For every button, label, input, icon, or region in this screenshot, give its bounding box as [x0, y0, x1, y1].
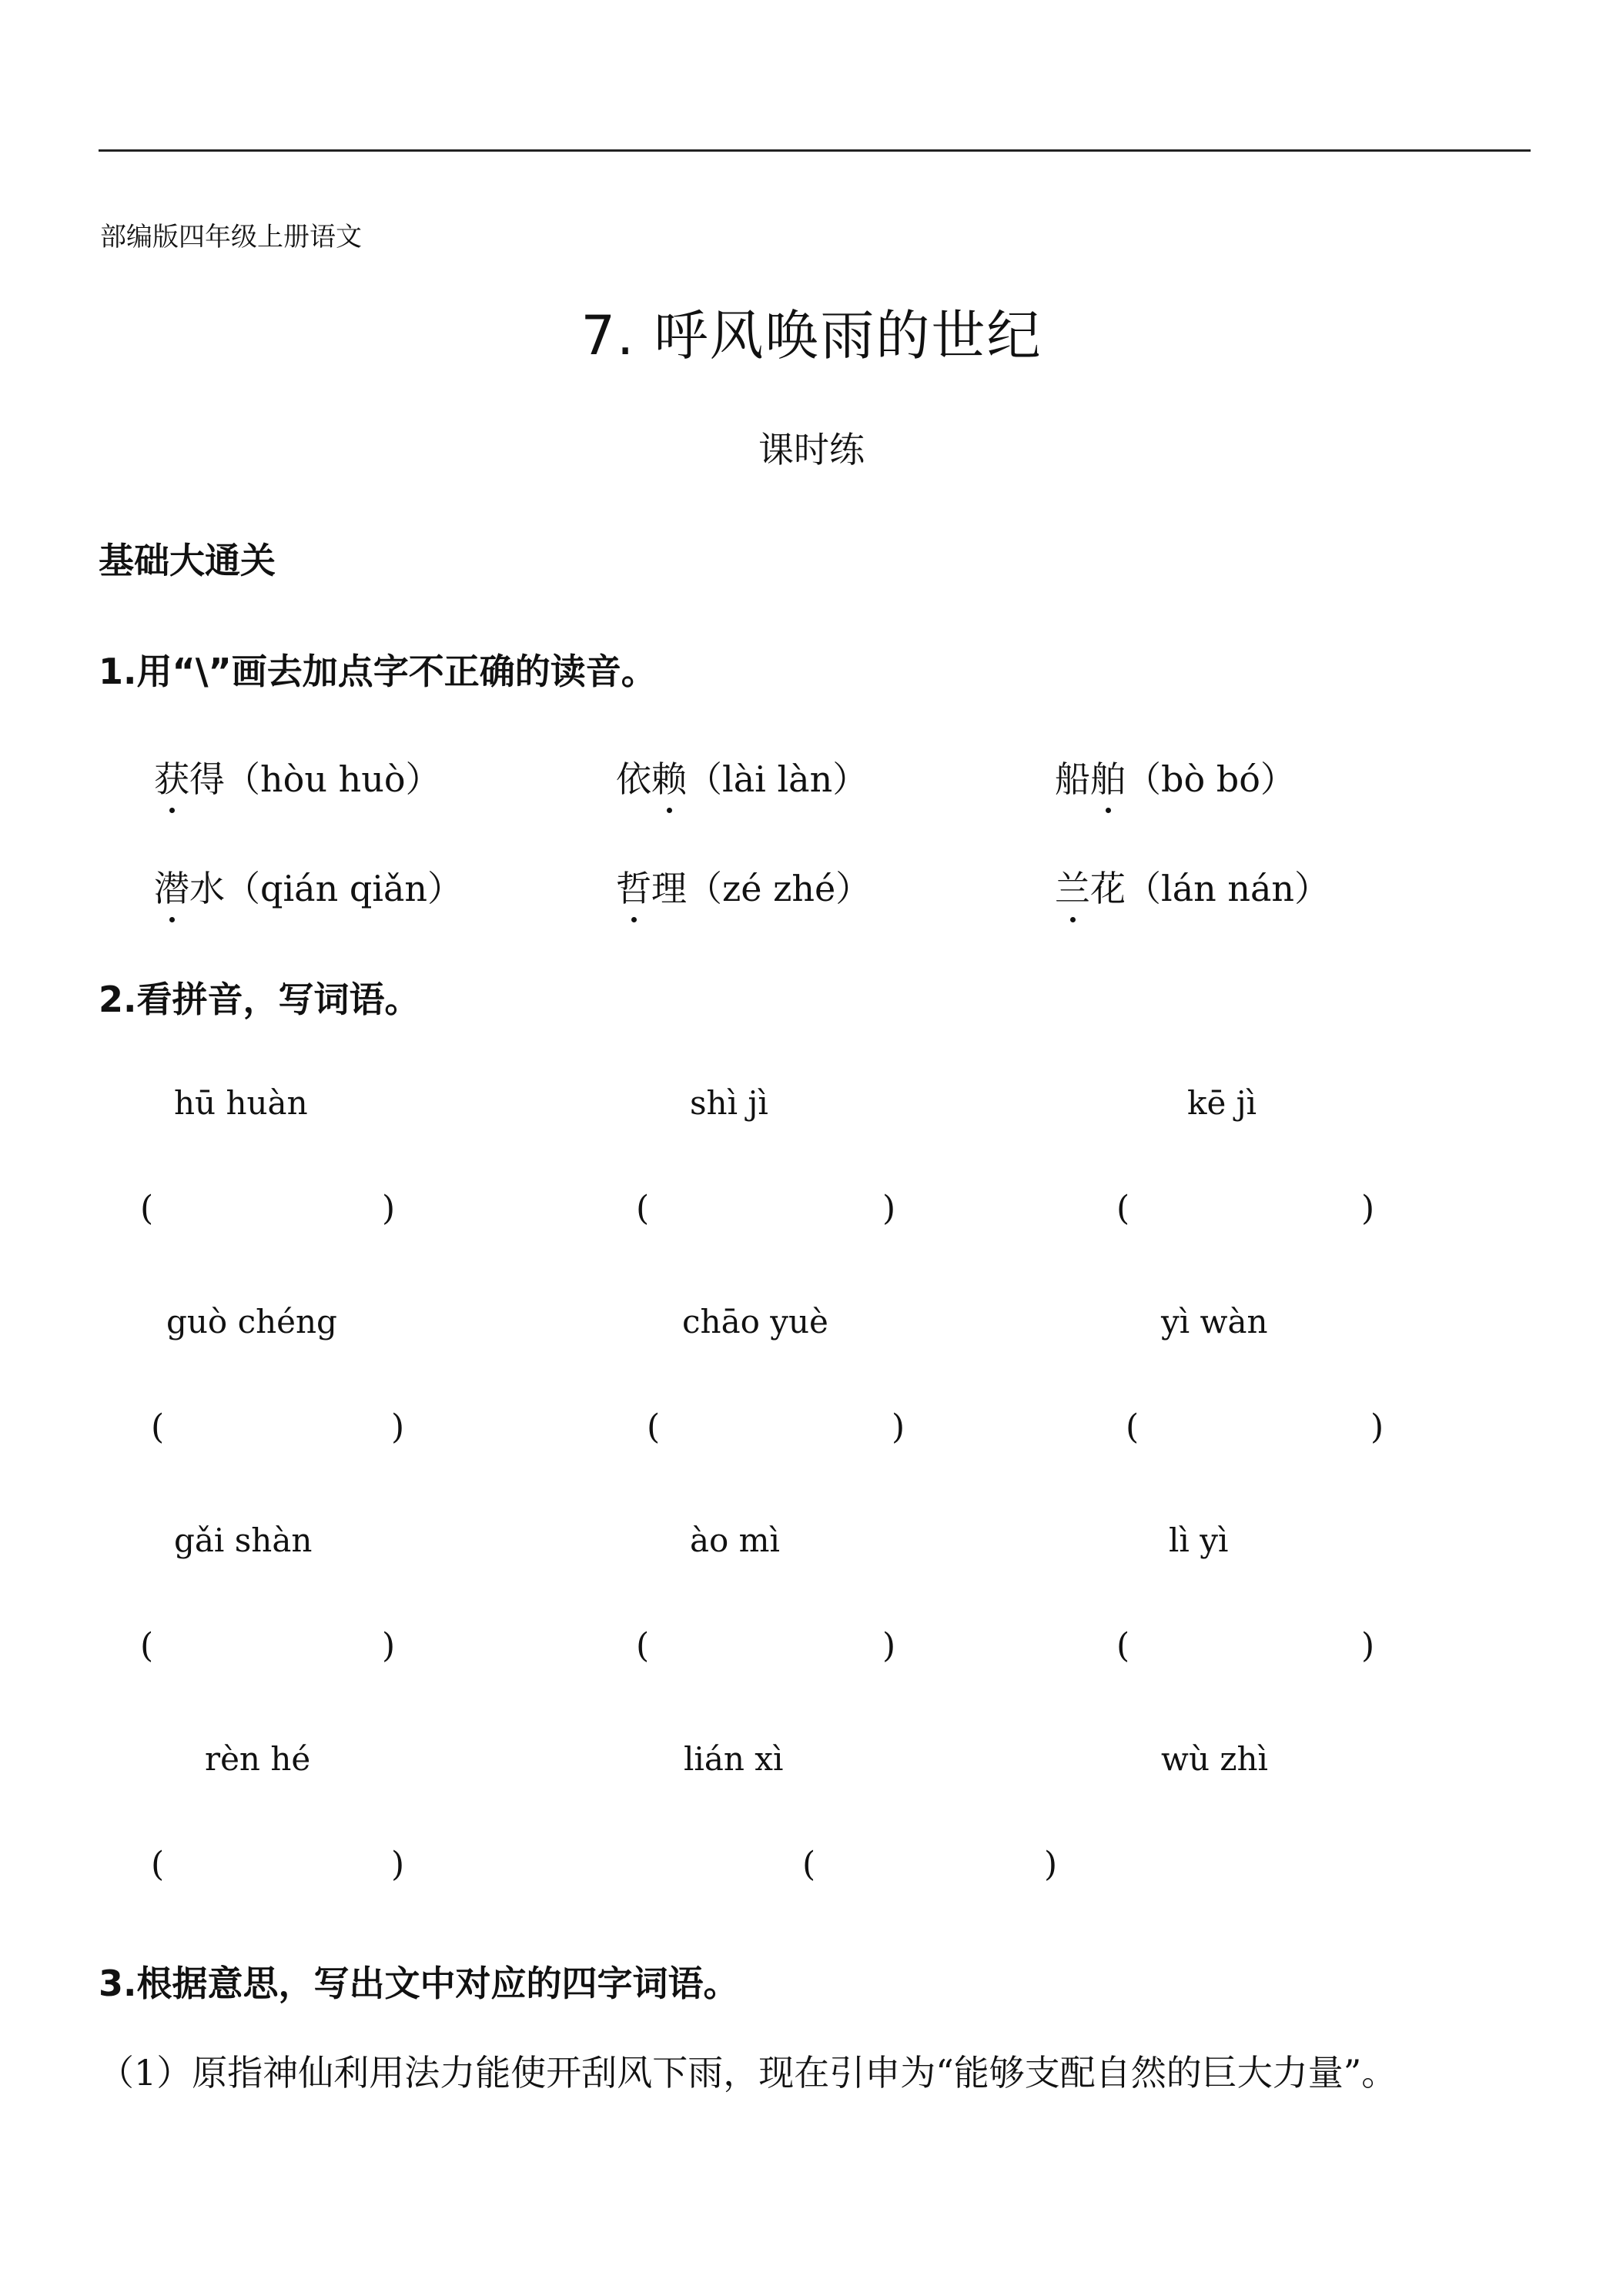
dotted-char: 舶 [1090, 751, 1126, 802]
answer-paren-close: ) [382, 1189, 396, 1228]
answer-paren-close: ) [1361, 1189, 1375, 1228]
pinyin-item: gǎi shàn [174, 1521, 313, 1559]
pinyin-item: hū huàn [174, 1084, 308, 1122]
pinyin-item: shì jì [690, 1084, 768, 1122]
pinyin-item: chāo yuè [682, 1303, 828, 1340]
q1-item-1 [154, 751, 441, 802]
answer-paren-open: ( [151, 1407, 165, 1447]
answer-paren-close: ) [1370, 1407, 1384, 1447]
word-rest: 花（lán nán） [1090, 868, 1330, 909]
answer-paren-close: ) [391, 1845, 405, 1884]
answer-paren-close: ) [892, 1407, 905, 1447]
q1-item-2 [616, 751, 868, 802]
q1-item-4 [154, 861, 463, 912]
pinyin-item: yì wàn [1161, 1303, 1268, 1340]
answer-paren-open: ( [647, 1407, 661, 1447]
question-1-title: 1.用“\”画去加点字不正确的读音。 [99, 651, 657, 692]
dotted-char: 赖 [651, 751, 687, 802]
answer-paren-open: ( [140, 1626, 154, 1665]
q3-item-1: （1）原指神仙利用法力能使开刮风下雨，现在引申为“能够支配自然的巨大力量”。 [99, 2052, 1397, 2094]
dotted-char: 兰 [1055, 861, 1090, 912]
word-pre: 依 [616, 758, 651, 800]
pinyin-item: kē jì [1187, 1084, 1257, 1122]
word-rest: 水（qián qiǎn） [189, 868, 463, 909]
word-rest: （bò bó） [1126, 758, 1296, 800]
question-2-title: 2.看拼音，写词语。 [99, 979, 420, 1020]
pinyin-item: lián xì [684, 1740, 784, 1778]
q1-item-3 [1055, 751, 1296, 802]
answer-paren-close: ) [1044, 1845, 1058, 1884]
answer-paren-close: ) [391, 1407, 405, 1447]
dotted-char: 哲 [616, 861, 651, 912]
answer-paren-open: ( [636, 1189, 650, 1228]
header-rule [99, 149, 1531, 152]
page-title: 7. 呼风唤雨的世纪 [581, 304, 1042, 367]
answer-paren-open: ( [636, 1626, 650, 1665]
answer-paren-close: ) [1361, 1626, 1375, 1665]
answer-paren-open: ( [802, 1845, 816, 1884]
question-3-title: 3.根据意思，写出文中对应的四字词语。 [99, 1963, 739, 2004]
dotted-char: 获 [154, 751, 189, 802]
pinyin-item: ào mì [690, 1521, 780, 1559]
pinyin-item: wù zhì [1161, 1740, 1268, 1778]
answer-paren-open: ( [140, 1189, 154, 1228]
answer-paren-close: ) [382, 1626, 396, 1665]
answer-paren-open: ( [1116, 1626, 1130, 1665]
word-rest: 理（zé zhé） [651, 868, 872, 909]
header-label: 部编版四年级上册语文 [100, 222, 362, 253]
answer-paren-close: ) [882, 1626, 896, 1665]
section-title: 基础大通关 [99, 540, 276, 581]
q1-item-6 [1055, 861, 1330, 912]
word-rest: 得（hòu huò） [189, 758, 441, 800]
answer-paren-close: ) [882, 1189, 896, 1228]
word-pre: 船 [1055, 758, 1090, 800]
pinyin-item: lì yì [1169, 1521, 1229, 1559]
word-rest: （lài làn） [687, 758, 868, 800]
page-subtitle: 课时练 [758, 429, 865, 470]
pinyin-item: guò chéng [166, 1303, 337, 1340]
answer-paren-open: ( [1126, 1407, 1139, 1447]
dotted-char: 潜 [154, 861, 189, 912]
q1-item-5 [616, 861, 871, 912]
pinyin-item: rèn hé [205, 1740, 311, 1778]
answer-paren-open: ( [151, 1845, 165, 1884]
answer-paren-open: ( [1116, 1189, 1130, 1228]
